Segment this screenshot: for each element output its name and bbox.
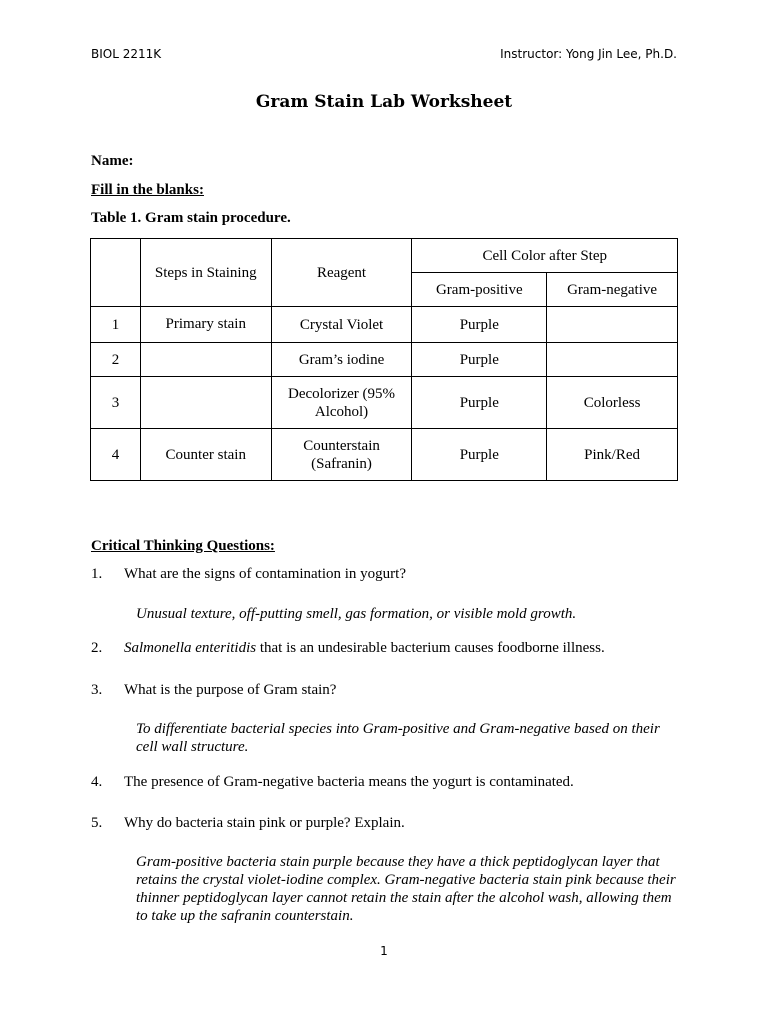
question-number: 3.	[91, 682, 103, 698]
row-number: 2	[91, 343, 141, 377]
question-text: What is the purpose of Gram stain?	[124, 682, 337, 698]
step-cell	[140, 377, 271, 429]
question-text: The presence of Gram-negative bacteria means the yogurt is contaminated.	[124, 774, 574, 790]
header-gram-positive: Gram-positive	[412, 273, 547, 307]
page-header-instructor: Instructor: Yong Jin Lee, Ph.D.	[500, 47, 677, 61]
answer-text: Unusual texture, off-putting smell, gas formation, or visible mold growth.	[136, 606, 577, 622]
gram-negative-cell	[547, 307, 678, 343]
header-gram-negative: Gram-negative	[547, 273, 678, 307]
critical-thinking-heading: Critical Thinking Questions:	[91, 538, 275, 554]
question-text	[124, 640, 684, 657]
table-row	[91, 377, 678, 429]
question-number: 2.	[91, 640, 103, 656]
gram-negative-cell	[547, 343, 678, 377]
reagent-cell: Decolorizer (95% Alcohol)	[271, 377, 412, 429]
question-number: 4.	[91, 774, 103, 790]
fill-blanks-label: Fill in the blanks:	[91, 182, 204, 198]
question-number: 1.	[91, 566, 103, 582]
reagent-cell: Gram’s iodine	[271, 343, 412, 377]
answer-text: To differentiate bacterial species into Gram-positive and Gram-negative based on their cell wall structure.	[136, 721, 660, 755]
name-label: Name:	[91, 153, 134, 169]
species-name: Salmonella enteritidis	[124, 640, 257, 656]
table-row	[91, 429, 678, 481]
header-reagent: Reagent	[271, 239, 412, 307]
question-text-rest: that is an undesirable bacterium causes foodborne illness.	[256, 640, 605, 656]
row-number: 1	[91, 307, 141, 343]
reagent-cell: Crystal Violet	[271, 307, 412, 343]
table-row	[91, 343, 678, 377]
page-number: 1	[380, 944, 388, 958]
gram-positive-cell: Purple	[412, 343, 547, 377]
answer-text: Gram-positive bacteria stain purple because they have a thick peptidoglycan layer that retains the crystal violet-iodine complex. Gram-negative bacteria stain pink because their thinner peptidoglycan layer cannot retain the stain after the alcohol wash, allowing them to take up the safranin counterstain.	[136, 854, 676, 924]
worksheet-title: Gram Stain Lab Worksheet	[255, 92, 513, 112]
gram-negative-cell: Colorless	[547, 377, 678, 429]
step-cell: Counter stain	[140, 429, 271, 481]
header-steps: Steps in Staining	[140, 239, 271, 307]
table-caption: Table 1. Gram stain procedure.	[91, 210, 291, 226]
row-number: 4	[91, 429, 141, 481]
table-header-row	[91, 239, 678, 273]
header-number-cell	[91, 239, 141, 307]
step-cell: Primary stain	[140, 307, 271, 343]
reagent-cell: Counterstain (Safranin)	[271, 429, 412, 481]
step-cell	[140, 343, 271, 377]
gram-stain-table	[90, 238, 678, 481]
gram-positive-cell: Purple	[412, 307, 547, 343]
gram-positive-cell: Purple	[412, 429, 547, 481]
question-text: Why do bacteria stain pink or purple? Explain.	[124, 815, 405, 831]
row-number: 3	[91, 377, 141, 429]
question-number: 5.	[91, 815, 103, 831]
gram-negative-cell: Pink/Red	[547, 429, 678, 481]
page-header-course: BIOL 2211K	[91, 47, 162, 61]
header-cell-color: Cell Color after Step	[412, 239, 678, 273]
table-row	[91, 307, 678, 343]
gram-positive-cell: Purple	[412, 377, 547, 429]
question-text: What are the signs of contamination in yogurt?	[124, 566, 407, 582]
